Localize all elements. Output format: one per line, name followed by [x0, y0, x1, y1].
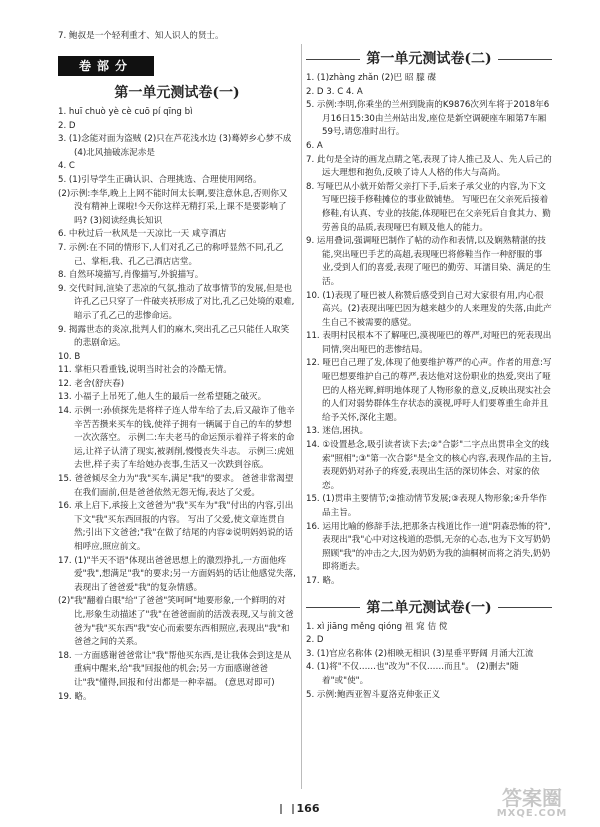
- watermark-logo: [484, 788, 580, 824]
- column-divider: [301, 44, 302, 789]
- right-column: [306, 46, 552, 702]
- answer-item: 9. 揭露世态的炎凉,批判人们的麻木,突出孔乙己只能任人取笑的悲剧命运。: [58, 324, 290, 349]
- page-number: [268, 802, 328, 816]
- answer-item: 2. D 3. C 4. A: [306, 86, 363, 97]
- title-row-unit2-a: [306, 595, 552, 621]
- answer-item: 12. 哑巴自己理了发,体现了他要维护尊严的心声。作者的用意:写哑巴想要维护自己的尊严,表达他对这份职业的热爱,突出了哑巴的人格光辉,鲜明地体现了人物形象的意义,反映出现实社会的人们对弱势群体生存状态的漠视,呼吁人们要尊重生命并且给予关怀,深化主题。: [306, 358, 552, 423]
- answer-item: 2. D: [58, 120, 76, 131]
- answer-item: 15. 爸爸倾尽全力为"我"买车,满足"我"的要求。 爸爸非常渴望在我们面前,但是爸爸依然无怨无悔,表达了父爱。: [58, 474, 294, 498]
- answer-item: 4. (1)将"不仅……也"改为"不仅……而且"。 (2)删去"随着"或"使"。: [306, 662, 519, 686]
- answer-item: 5. 示例:李明,你乘坐的兰州到陇南的K9876次列车将于2018年6月16日15:30由兰州站出发,座位是新空调硬座车厢第7车厢59号,请您准时出行。: [306, 100, 550, 138]
- section-banner: 卷部分: [58, 56, 154, 76]
- answer-item: 17. (1)"半天不语"体现出爸爸思想上的激烈挣扎,一方面他疼爱"我",想满足"我"的要求;另一方面妈妈的话让他感觉失落,表现出了爸爸爱"我"的复杂情感。: [58, 555, 296, 593]
- answer-item: 13. 迷信,困执。: [306, 426, 369, 437]
- answer-item: 9. 交代时间,渲染了悲凉的气氛,推动了故事情节的发展,但是也许孔乙己只穿了一件破夹袄形成了对比,孔乙己处境的艰难,暗示了孔乙己的悲惨命运。: [58, 283, 295, 321]
- answer-item: 12. 老舍(舒庆春): [58, 378, 125, 389]
- answer-item: 14. 示例一:孙侦探先是将样子连人带车给了去,后又敲诈了他辛辛苦苦攒来买车的钱,使祥子拥有一辆属于自己的车的梦想一次次落空。 示例二:车夫老马的命运预示着祥子将来的命运,让祥子认清了现实,被剥削,慢慢丧失斗志。 示例三:虎妞去世,样子卖了车给她办丧事,生活又一次跌到谷底。: [58, 406, 295, 471]
- answer-item: 8. 写哑巴从小就开始帮父亲打下手,后来子承父业的内容,为下文写哑巴接手修鞋摊位的事业做铺垫。 写哑巴在父亲死后接着修鞋,有认真、专业的技能,体现哑巴在父亲死后自食其力、勤劳善良的品质,表现哑巴有顾及他人的能力。: [306, 181, 551, 233]
- page-number-text: 166: [296, 802, 320, 815]
- answer-list-right: [306, 72, 552, 589]
- answer-item: 3. (1)官应名称体 (2)相映无相识 (3)星垂平野阔 月涌大江流: [306, 648, 534, 659]
- answer-item: 16. 运用比喻的修辞手法,把那条古栈道比作一道"阴森恐怖的符",表现出"我"心中对这栈道的恐惧,无奈的心态,也为下文写奶奶照顾"我"的冲击之大,因为奶奶为我的油桐树而将之消失,奶奶即将逝去。: [306, 521, 551, 573]
- answer-item: 18. 一方面感谢爸爸常让"我"帮他买东西,是让我体会到这是从重病中醒来,给"我"回报他的机会;另一方面感谢爸爸让"我"懂得,回报和付出都是一种幸福。 (意思对即可): [58, 650, 292, 688]
- answer-item: 11. 掌柜只看重钱,说明当时社会的冷酷无情。: [58, 365, 232, 376]
- answer-item: 9. 运用叠词,强调哑巴制作了帖的动作和表情,以及娴熟精湛的技能,突出哑巴手艺的高超,表现哑巴将修鞋当作一种舒服的事业,受到人们的喜爱,表现了哑巴的勤劳、耳濡目染、满足的生活。: [306, 236, 551, 287]
- answer-item: (2)"我"翻着白眼"给"了爸爸"笑呵呵"地要形象,一个鲜明的对比,形象生动描述了"我"在爸爸面前的活泼表现,又与前文爸爸为"我"买东西"我"安心而索要东西相照应,表现出"我"和爸爸之间的关系。: [58, 596, 294, 648]
- answer-item: 16. 承上启下,承接上文爸爸为"我"买车为"我"付出的内容,引出下文"我"买东西回报的内容。 写出了父爱,使文章连贯自然;引出下文爸爸;"我"在做了结尾的内容②说明妈妈说的话相呼应,照应前文。: [58, 501, 294, 552]
- title-rule-left: [306, 59, 360, 60]
- answer-item: 1. xì jiāng měng qióng 祖 窕 佶 傥: [306, 621, 448, 632]
- answer-line-top: 7. 鲍叔是一个轻利重才、知人识人的贤士。: [58, 31, 224, 41]
- answer-item: 19. 略。: [58, 691, 92, 702]
- answer-item: 5. 示例:鲍西亚智斗夏洛克伸张正义: [306, 689, 441, 700]
- answer-item: 10. (1)表现了哑巴被人称赞后感受到自己对大家很有用,内心很高兴。(2)表现出哑巴因为越来越少的人来理发的失落,由此产生自己不被需要的感觉。: [306, 290, 552, 328]
- title-rule-right: [498, 607, 552, 608]
- answer-item: (2)示例:李华,晚上上网不能时间太长啊,要注意休息,否则你又没有精神上课啦!今天你这样无精打采,上课不是要影响了吗? (3)阅读经典长知识: [58, 188, 288, 226]
- answer-item: 6. 中秋过后一秋风是一天凉比一天 咸亨酒店: [58, 229, 227, 240]
- title-rule-left: [306, 607, 360, 608]
- answer-item: 15. (1)贯串主要情节;②推动情节发展;③表现人物形象;④升华作品主旨。: [306, 494, 547, 518]
- left-column: [58, 80, 296, 704]
- answer-item: 14. ①设置悬念,吸引读者读下去;②"合影"二字点出贯串全文的线索"照相";③"第一次合影"是全文的核心内容,表现作品的主旨,表现奶奶对孙子的疼爱,表现出生活的深切体会、对家的依恋。: [306, 440, 552, 491]
- answer-list-right-2: [306, 621, 552, 703]
- answer-item: 17. 略。: [306, 575, 340, 586]
- answer-item: 13. 小福子上吊死了,他人生的最后一丝希望随之破灭。: [58, 392, 267, 403]
- watermark-text: 答案圈: [502, 786, 562, 810]
- answer-item: 1. (1)zhàng zhǎn (2)巴 昭 朦 碟: [306, 73, 437, 83]
- answer-item: 5. (1)引导学生正确认识、合理挑选、合理使用网络。: [58, 174, 262, 185]
- answer-item: 7. 示例:在不同的情形下,人们对孔乙己的称呼显然不同,孔乙己、掌柜,我、孔乙己酒店店堂。: [58, 242, 284, 267]
- answer-item: 6. A: [306, 140, 323, 151]
- test-title-unit1-b: 第一单元测试卷(二): [366, 51, 492, 67]
- answer-item: 1. huī chuò yè cè cuō pí qīng bì: [58, 107, 193, 117]
- watermark-url: MXQE.COM: [496, 808, 568, 819]
- answer-item: 11. 表明村民根本不了解哑巴,漠视哑巴的尊严,对哑巴的死表现出同情,突出哑巴的悲惨结局。: [306, 331, 552, 355]
- answer-item: 10. B: [58, 351, 81, 362]
- answer-item: 2. D: [306, 635, 324, 646]
- test-title-unit1-a: 第一单元测试卷(一): [114, 85, 240, 101]
- page-marker-icon: [280, 804, 294, 814]
- title-row-unit1-b: [306, 46, 552, 72]
- answer-item: 7. 此句是全诗的画龙点睛之笔,表现了诗人推己及人、先人后己的远大理想和抱负,反映了诗人人格的伟大与高尚。: [306, 154, 552, 179]
- answer-item: 4. C: [58, 161, 75, 172]
- test-title-unit2-a: 第二单元测试卷(一): [366, 599, 492, 616]
- answer-list-left: [58, 106, 296, 704]
- answer-item: 8. 自然环境描写,肖像描写,外貌描写。: [58, 270, 204, 281]
- answer-item: 3. (1)念能对面为盗贼 (2)只在芦花浅水边 (3)蓦婷乡心梦不成 (4)北风抽破冻泥赤是: [58, 134, 292, 158]
- title-rule-right: [498, 59, 552, 60]
